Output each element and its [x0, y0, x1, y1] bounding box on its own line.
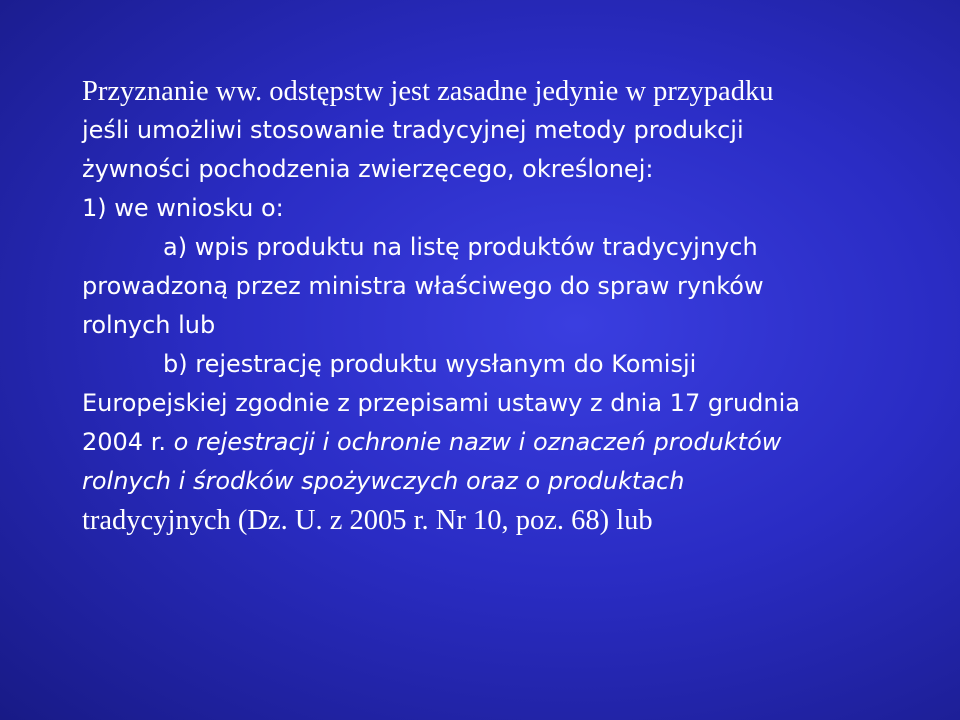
text-line-7: rolnych lub: [82, 311, 216, 339]
text-line-8: b) rejestrację produktu wysłanym do Komisji: [163, 350, 697, 378]
slide-body: [82, 72, 882, 540]
text-line-3: żywności pochodzenia zwierzęcego, określonej:: [82, 155, 654, 183]
text-line-11: rolnych i środków spożywczych oraz o produktach: [82, 467, 685, 495]
text-line-5: a) wpis produktu na listę produktów tradycyjnych: [163, 233, 758, 261]
text-line-1: Przyznanie ww. odstępstw jest zasadne jedynie w przypadku: [82, 76, 774, 107]
text-line-10: [82, 423, 882, 462]
text-line-2: jeśli umożliwi stosowanie tradycyjnej metody produkcji: [82, 116, 744, 144]
text-line-9: Europejskiej zgodnie z przepisami ustawy z dnia 17 grudnia: [82, 389, 800, 417]
text-line-10-italic: o rejestracji i ochronie nazw i oznaczeń produktów: [173, 428, 782, 456]
text-line-6: prowadzoną przez ministra właściwego do spraw rynków: [82, 272, 764, 300]
text-line-10-plain: 2004 r.: [82, 428, 174, 456]
text-line-4: 1) we wniosku o:: [82, 194, 284, 222]
text-line-12: tradycyjnych (Dz. U. z 2005 r. Nr 10, poz. 68) lub: [82, 505, 653, 536]
